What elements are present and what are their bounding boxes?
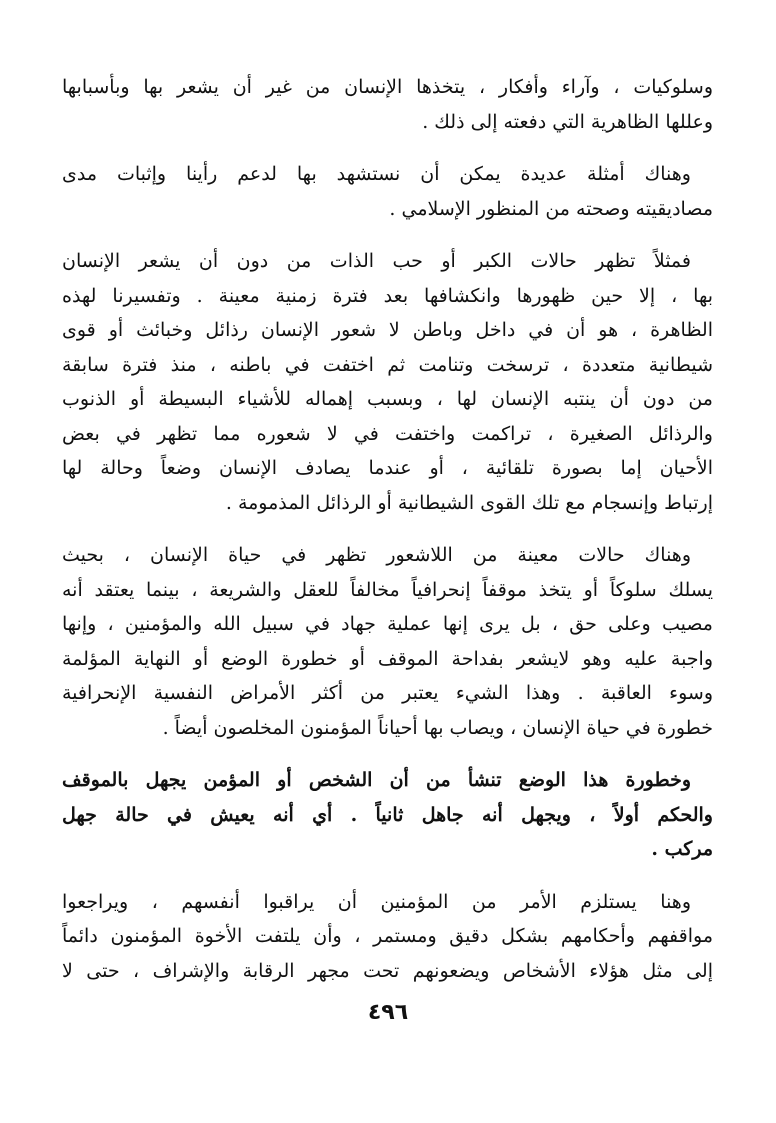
text-line: والحكم أولاً ، ويجهل أنه جاهل ثانياً . أي أنه يعيش في حالة جهل bbox=[62, 803, 713, 826]
text-line: من دون أن ينتبه الإنسان لها ، وبسبب إهماله للأشياء البسيطة أو الذنوب bbox=[62, 388, 713, 410]
paragraph-5 bbox=[62, 763, 713, 867]
page-number: ٤٩٦ bbox=[367, 1000, 409, 1025]
text-line: يسلك سلوكاً أو يتخذ موقفاً إنحرافياً مخالفاً للعقل والشريعة ، بينما يعتقد أنه bbox=[62, 578, 713, 601]
text-line: واجبة عليه وهو لايشعر بفداحة الموقف أو خطورة الوضع أو النهاية المؤلمة bbox=[62, 647, 713, 670]
paragraph-6 bbox=[62, 885, 713, 989]
text-line: فمثلاً تظهر حالات الكبر أو حب الذات من دون أن يشعر الإنسان bbox=[62, 250, 691, 272]
text-line: مصيب وعلى حق ، بل يرى إنها عملية جهاد في سبيل الله والمؤمنين ، وإنها bbox=[62, 613, 713, 635]
text-line: وسوء العاقبة . وهذا الشيء يعتبر من أكثر الأمراض النفسية الإنحرافية bbox=[62, 682, 713, 704]
text-line: بها ، إلا حين ظهورها وانكشافها بعد فترة زمنية معينة . وتفسيرنا لهذه bbox=[62, 284, 713, 307]
text-line: خطورة في حياة الإنسان ، ويصاب بها أحياناً المؤمنون المخلصون أيضاً . bbox=[162, 716, 713, 739]
text-line: شيطانية متعددة ، ترسخت وتنامت ثم اختفت في باطنه ، منذ فترة سابقة bbox=[62, 353, 713, 376]
text-line: وعللها الظاهرية التي دفعته إلى ذلك . bbox=[422, 110, 713, 133]
text-line: الأحيان إما بصورة تلقائية ، أو عندما يصادف الإنسان وضعاً وحالة لها bbox=[62, 457, 713, 479]
paragraph-1 bbox=[62, 70, 713, 139]
paragraph-2 bbox=[62, 157, 713, 226]
text-line: والرذائل الصغيرة ، تراكمت واختفت في لا شعوره مما تظهر في بعض bbox=[62, 422, 713, 445]
page-body bbox=[62, 70, 713, 990]
text-line: إرتباط وإنسجام مع تلك القوى الشيطانية أو الرذائل المذمومة . bbox=[225, 491, 713, 514]
paragraph-3 bbox=[62, 244, 713, 520]
text-line: وهنا يستلزم الأمر من المؤمنين أن يراقبوا أنفسهم ، ويراجعوا bbox=[62, 890, 691, 913]
text-line: إلى مثل هؤلاء الأشخاص ويضعونهم تحت مجهر الرقابة والإشراف ، حتى لا bbox=[62, 959, 713, 982]
text-line: مواقفهم وأحكامهم بشكل دقيق ومستمر ، وأن يلتفت الأخوة المؤمنون دائماً bbox=[62, 925, 713, 947]
text-line: وهناك حالات معينة من اللاشعور تظهر في حياة الإنسان ، بحيث bbox=[62, 544, 691, 566]
text-line: وسلوكيات ، وآراء وأفكار ، يتخذها الإنسان من غير أن يشعر بها وبأسبابها bbox=[62, 76, 713, 98]
text-line: مركب . bbox=[651, 838, 713, 860]
text-line: وهناك أمثلة عديدة يمكن أن نستشهد بها لدعم رأينا وإثبات مدى bbox=[62, 163, 691, 185]
text-line: الظاهرة ، هو أن في داخل وباطن لا شعور الإنسان رذائل وخبائث أو قوى bbox=[62, 319, 713, 341]
paragraph-4 bbox=[62, 538, 713, 745]
text-line: مصاديقيته وصحته من المنظور الإسلامي . bbox=[389, 197, 713, 220]
text-line: وخطورة هذا الوضع تنشأ من أن الشخص أو المؤمن يجهل بالموقف bbox=[62, 769, 691, 791]
